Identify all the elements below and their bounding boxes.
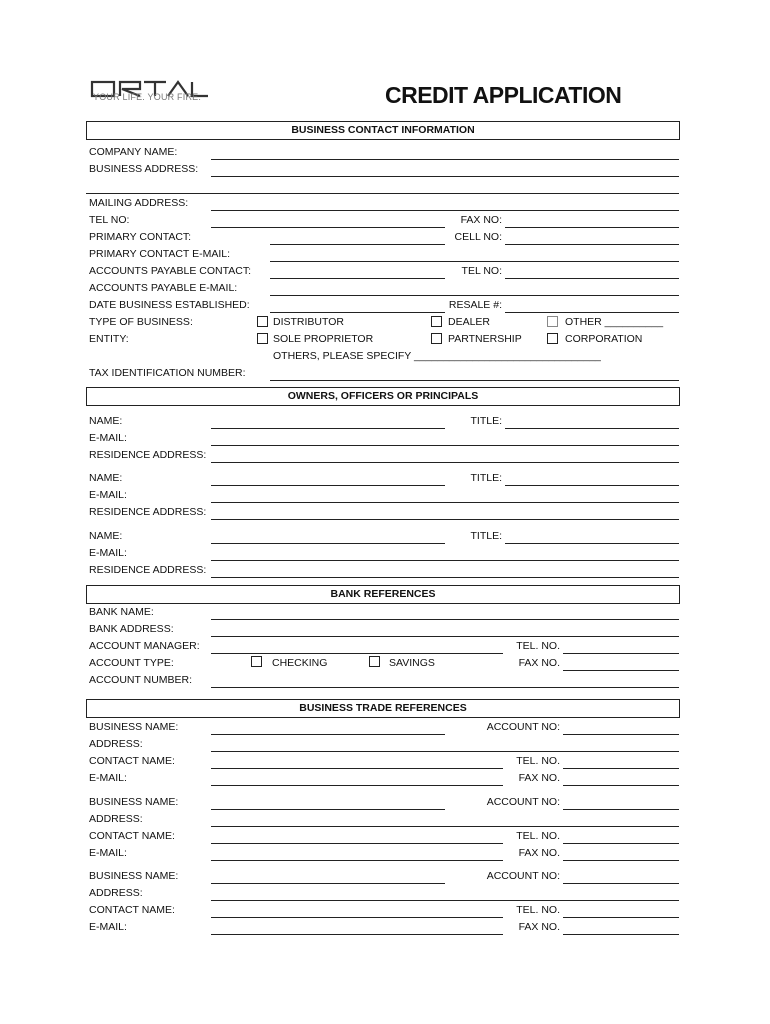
trade-account-no-field[interactable] xyxy=(563,809,679,810)
primary-contact-label: PRIMARY CONTACT: xyxy=(89,231,192,243)
trade-account-no-label: ACCOUNT NO: xyxy=(486,796,560,808)
corporation-checkbox[interactable] xyxy=(547,333,558,344)
trade-tel-label: TEL. NO. xyxy=(516,904,560,916)
owner-title-field[interactable] xyxy=(505,428,679,429)
owner-email-field[interactable] xyxy=(211,445,679,446)
tel-no-field[interactable] xyxy=(211,227,445,228)
sole-proprietor-checkbox[interactable] xyxy=(257,333,268,344)
trade-contact-name-field[interactable] xyxy=(211,917,503,918)
bank-tel-label: TEL. NO. xyxy=(516,640,560,652)
owner-email-label: E-MAIL: xyxy=(89,432,127,444)
logo-tagline: YOUR LIFE. YOUR FIRE. xyxy=(93,92,202,102)
others-specify-label[interactable]: OTHERS, PLEASE SPECIFY ________________________________ xyxy=(273,350,601,362)
owner-residence-field[interactable] xyxy=(211,519,679,520)
owner-email-label: E-MAIL: xyxy=(89,489,127,501)
trade-contact-name-field[interactable] xyxy=(211,768,503,769)
trade-tel-field[interactable] xyxy=(563,768,679,769)
bank-tel-field[interactable] xyxy=(563,653,679,654)
owner-title-field[interactable] xyxy=(505,543,679,544)
trade-tel-label: TEL. NO. xyxy=(516,830,560,842)
owner-email-field[interactable] xyxy=(211,560,679,561)
entity-label: ENTITY: xyxy=(89,333,129,345)
account-manager-label: ACCOUNT MANAGER: xyxy=(89,640,200,652)
trade-business-name-field[interactable] xyxy=(211,809,445,810)
primary-email-label: PRIMARY CONTACT E-MAIL: xyxy=(89,248,230,260)
trade-fax-label: FAX NO. xyxy=(518,847,560,859)
savings-label: SAVINGS xyxy=(389,657,435,669)
trade-fax-field[interactable] xyxy=(563,860,679,861)
owner-name-label: NAME: xyxy=(89,472,123,484)
trade-fax-label: FAX NO. xyxy=(518,921,560,933)
trade-address-field[interactable] xyxy=(211,826,679,827)
account-manager-field[interactable] xyxy=(211,653,503,654)
trade-business-name-label: BUSINESS NAME: xyxy=(89,721,179,733)
page-title: CREDIT APPLICATION xyxy=(385,82,622,108)
trade-contact-name-label: CONTACT NAME: xyxy=(89,904,175,916)
bank-name-label: BANK NAME: xyxy=(89,606,154,618)
trade-contact-name-field[interactable] xyxy=(211,843,503,844)
trade-address-label: ADDRESS: xyxy=(89,813,143,825)
business-address-field[interactable] xyxy=(211,176,679,177)
ap-email-label: ACCOUNTS PAYABLE E-MAIL: xyxy=(89,282,238,294)
distributor-label: DISTRIBUTOR xyxy=(273,316,344,328)
date-established-label: DATE BUSINESS ESTABLISHED: xyxy=(89,299,250,311)
owner-name-label: NAME: xyxy=(89,415,123,427)
partnership-checkbox[interactable] xyxy=(431,333,442,344)
owner-name-field[interactable] xyxy=(211,485,445,486)
sole-proprietor-label: SOLE PROPRIETOR xyxy=(273,333,374,345)
trade-fax-label: FAX NO. xyxy=(518,772,560,784)
ap-contact-label: ACCOUNTS PAYABLE CONTACT: xyxy=(89,265,251,277)
trade-tel-field[interactable] xyxy=(563,917,679,918)
trade-business-name-label: BUSINESS NAME: xyxy=(89,870,179,882)
account-number-field[interactable] xyxy=(211,687,679,688)
trade-account-no-label: ACCOUNT NO: xyxy=(486,721,560,733)
trade-fax-field[interactable] xyxy=(563,934,679,935)
mailing-address-label: MAILING ADDRESS: xyxy=(89,197,189,209)
partnership-label: PARTNERSHIP xyxy=(448,333,522,345)
company-name-label: COMPANY NAME: xyxy=(89,146,178,158)
bank-name-field[interactable] xyxy=(211,619,679,620)
bank-fax-label: FAX NO. xyxy=(518,657,560,669)
cell-no-field[interactable] xyxy=(505,244,679,245)
trade-business-name-label: BUSINESS NAME: xyxy=(89,796,179,808)
trade-address-label: ADDRESS: xyxy=(89,887,143,899)
trade-account-no-field[interactable] xyxy=(563,883,679,884)
trade-email-label: E-MAIL: xyxy=(89,772,127,784)
dealer-checkbox[interactable] xyxy=(431,316,442,327)
trade-contact-name-label: CONTACT NAME: xyxy=(89,755,175,767)
owner-residence-label: RESIDENCE ADDRESS: xyxy=(89,506,207,518)
trade-tel-label: TEL. NO. xyxy=(516,755,560,767)
other-checkbox[interactable] xyxy=(547,316,558,327)
ap-tel-label: TEL NO: xyxy=(461,265,502,277)
savings-checkbox[interactable] xyxy=(369,656,380,667)
owner-name-field[interactable] xyxy=(211,428,445,429)
company-name-field[interactable] xyxy=(211,159,679,160)
owner-email-field[interactable] xyxy=(211,502,679,503)
primary-contact-field[interactable] xyxy=(270,244,445,245)
primary-email-field[interactable] xyxy=(270,261,679,262)
owner-name-field[interactable] xyxy=(211,543,445,544)
trade-email-field[interactable] xyxy=(211,785,503,786)
ortal-logo xyxy=(90,70,210,110)
section-owners: OWNERS, OFFICERS OR PRINCIPALS xyxy=(86,387,680,406)
other-label: OTHER __________ xyxy=(565,316,664,328)
trade-address-label: ADDRESS: xyxy=(89,738,143,750)
ap-contact-field[interactable] xyxy=(270,278,445,279)
tax-id-field[interactable] xyxy=(270,380,679,381)
trade-email-label: E-MAIL: xyxy=(89,847,127,859)
account-number-label: ACCOUNT NUMBER: xyxy=(89,674,193,686)
business-address-label: BUSINESS ADDRESS: xyxy=(89,163,199,175)
trade-address-field[interactable] xyxy=(211,751,679,752)
checking-label: CHECKING xyxy=(272,657,328,669)
trade-address-field[interactable] xyxy=(211,900,679,901)
trade-business-name-field[interactable] xyxy=(211,734,445,735)
trade-email-label: E-MAIL: xyxy=(89,921,127,933)
section-bank: BANK REFERENCES xyxy=(86,585,680,604)
owner-title-label: TITLE: xyxy=(470,530,502,542)
fax-no-field[interactable] xyxy=(505,227,679,228)
trade-tel-field[interactable] xyxy=(563,843,679,844)
bank-address-label: BANK ADDRESS: xyxy=(89,623,174,635)
owner-title-field[interactable] xyxy=(505,485,679,486)
mailing-address-field[interactable] xyxy=(211,210,679,211)
account-type-label: ACCOUNT TYPE: xyxy=(89,657,174,669)
fax-no-label: FAX NO: xyxy=(460,214,502,226)
business-address-line2[interactable] xyxy=(86,193,679,194)
type-of-business-label: TYPE OF BUSINESS: xyxy=(89,316,193,328)
owner-residence-field[interactable] xyxy=(211,577,679,578)
owner-name-label: NAME: xyxy=(89,530,123,542)
trade-account-no-field[interactable] xyxy=(563,734,679,735)
resale-label: RESALE #: xyxy=(448,299,502,311)
checking-checkbox[interactable] xyxy=(251,656,262,667)
ap-tel-field[interactable] xyxy=(505,278,679,279)
cell-no-label: CELL NO: xyxy=(454,231,502,243)
tax-id-label: TAX IDENTIFICATION NUMBER: xyxy=(89,367,246,379)
trade-fax-field[interactable] xyxy=(563,785,679,786)
trade-contact-name-label: CONTACT NAME: xyxy=(89,830,175,842)
corporation-label: CORPORATION xyxy=(565,333,643,345)
section-trade: BUSINESS TRADE REFERENCES xyxy=(86,699,680,718)
resale-field[interactable] xyxy=(505,312,679,313)
owner-title-label: TITLE: xyxy=(470,472,502,484)
section-business-contact: BUSINESS CONTACT INFORMATION xyxy=(86,121,680,140)
trade-email-field[interactable] xyxy=(211,934,503,935)
date-established-field[interactable] xyxy=(270,312,445,313)
trade-email-field[interactable] xyxy=(211,860,503,861)
bank-address-field[interactable] xyxy=(211,636,679,637)
distributor-checkbox[interactable] xyxy=(257,316,268,327)
owner-email-label: E-MAIL: xyxy=(89,547,127,559)
dealer-label: DEALER xyxy=(448,316,491,328)
trade-account-no-label: ACCOUNT NO: xyxy=(486,870,560,882)
owner-residence-field[interactable] xyxy=(211,462,679,463)
owner-residence-label: RESIDENCE ADDRESS: xyxy=(89,564,207,576)
ap-email-field[interactable] xyxy=(270,295,679,296)
tel-no-label: TEL NO: xyxy=(89,214,130,226)
owner-title-label: TITLE: xyxy=(470,415,502,427)
trade-business-name-field[interactable] xyxy=(211,883,445,884)
bank-fax-field[interactable] xyxy=(563,670,679,671)
owner-residence-label: RESIDENCE ADDRESS: xyxy=(89,449,207,461)
